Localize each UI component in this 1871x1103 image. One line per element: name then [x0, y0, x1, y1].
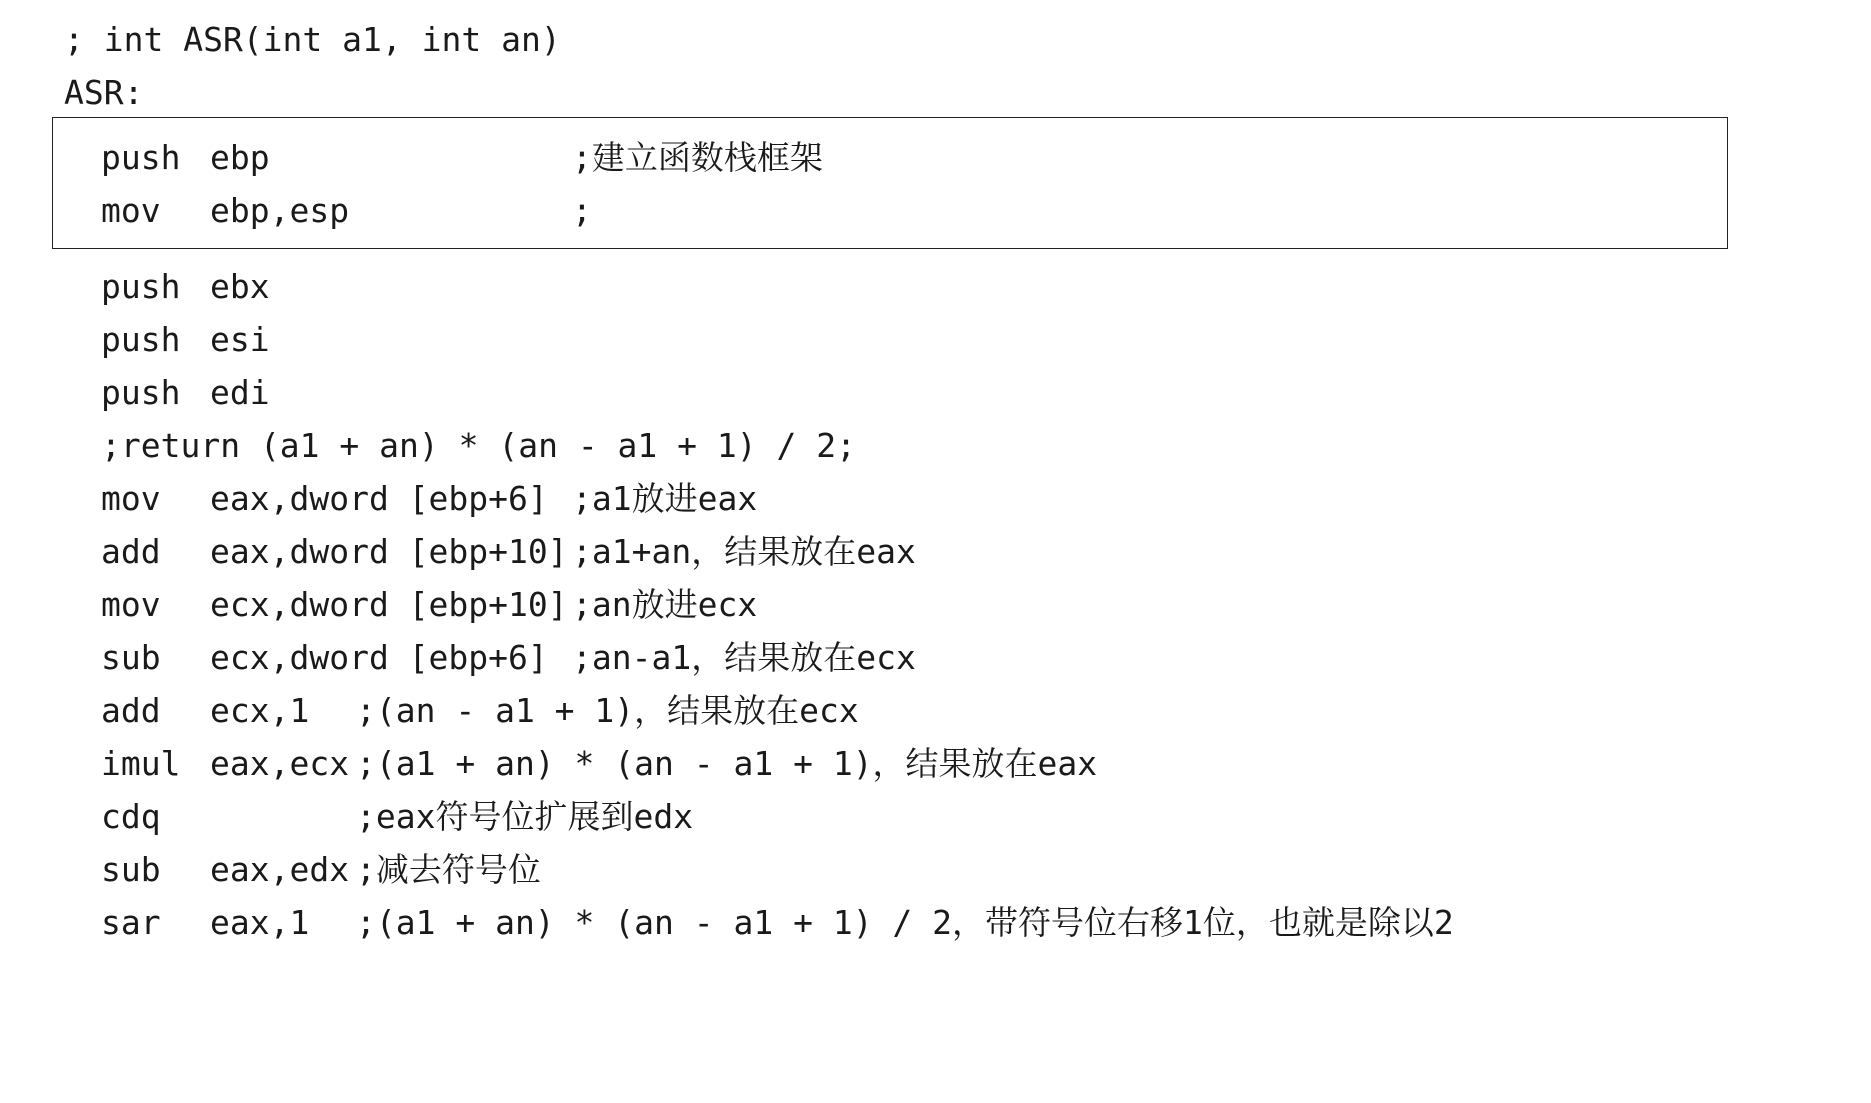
comment: ;建立函数栈框架 — [572, 138, 823, 177]
comment: ;an放进ecx — [572, 585, 758, 624]
opcode: cdq — [101, 797, 161, 836]
comment: ;a1放进eax — [572, 479, 758, 518]
opcode: sub — [101, 638, 161, 677]
code-line — [0, 638, 1871, 678]
opcode: push — [101, 373, 181, 412]
comment: ;return (a1 + an) * (an - a1 + 1) / 2; — [101, 426, 856, 465]
opcode: push — [101, 320, 181, 359]
operands: eax,dword [ebp+6] — [210, 479, 548, 518]
function-label: ASR: — [64, 73, 144, 112]
operands: edi — [210, 373, 270, 412]
code-line — [0, 320, 1871, 360]
comment: ; — [572, 191, 592, 230]
opcode: mov — [101, 191, 161, 230]
code-line — [0, 903, 1871, 943]
operands: ebx — [210, 267, 270, 306]
comment: ;减去符号位 — [356, 850, 541, 889]
opcode: push — [101, 138, 181, 177]
comment: ;(an - a1 + 1)，结果放在ecx — [356, 691, 859, 730]
code-line — [0, 138, 1871, 178]
opcode: mov — [101, 479, 161, 518]
opcode: sub — [101, 850, 161, 889]
code-line — [0, 373, 1871, 413]
opcode: push — [101, 267, 181, 306]
code-line — [0, 797, 1871, 837]
operands: ebp,esp — [210, 191, 350, 230]
code-line — [0, 691, 1871, 731]
code-line — [0, 191, 1871, 231]
operands: esi — [210, 320, 270, 359]
operands: eax,edx — [210, 850, 350, 889]
code-line — [0, 585, 1871, 625]
operands: ecx,dword [ebp+10] — [210, 585, 568, 624]
opcode: add — [101, 532, 161, 571]
opcode: mov — [101, 585, 161, 624]
operands: ebp — [210, 138, 270, 177]
code-line — [0, 850, 1871, 890]
comment: ;(a1 + an) * (an - a1 + 1)，结果放在eax — [356, 744, 1098, 783]
code-line — [0, 267, 1871, 307]
comment: ;eax符号位扩展到edx — [356, 797, 694, 836]
code-line — [0, 532, 1871, 572]
opcode: add — [101, 691, 161, 730]
operands: eax,1 — [210, 903, 310, 942]
opcode: imul — [101, 744, 181, 783]
operands: ecx,dword [ebp+6] — [210, 638, 548, 677]
code-comment-line — [0, 426, 1871, 466]
comment: ;a1+an，结果放在eax — [572, 532, 916, 571]
comment: ;an-a1，结果放在ecx — [572, 638, 916, 677]
comment: ;(a1 + an) * (an - a1 + 1) / 2，带符号位右移1位，也就是除以2 — [356, 903, 1454, 942]
operands: ecx,1 — [210, 691, 310, 730]
code-line — [0, 744, 1871, 784]
operands: eax,ecx — [210, 744, 350, 783]
operands: eax,dword [ebp+10] — [210, 532, 568, 571]
function-signature-comment: ; int ASR(int a1, int an) — [64, 20, 561, 59]
code-line — [0, 479, 1871, 519]
opcode: sar — [101, 903, 161, 942]
